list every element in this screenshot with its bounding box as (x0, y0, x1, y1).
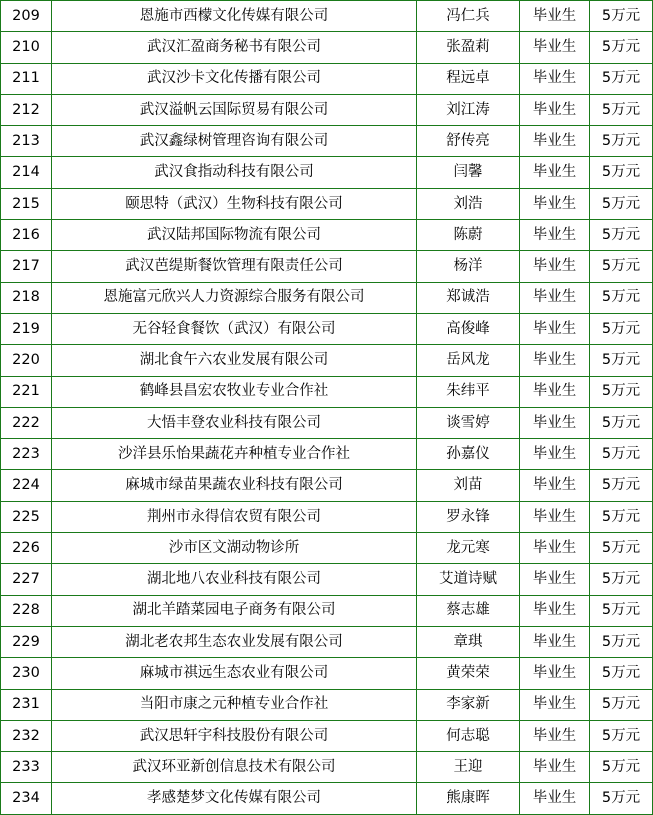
cell-category: 毕业生 (520, 63, 590, 94)
cell-category: 毕业生 (520, 1, 590, 32)
cell-company-name: 恩施富元欣兴人力资源综合服务有限公司 (52, 282, 417, 313)
table-row (1, 345, 653, 376)
cell-company-name: 武汉芭缇斯餐饮管理有限责任公司 (52, 251, 417, 282)
cell-amount: 5万元 (590, 313, 653, 344)
cell-person-name: 闫馨 (417, 157, 520, 188)
cell-index: 231 (1, 689, 52, 720)
cell-category: 毕业生 (520, 564, 590, 595)
cell-category: 毕业生 (520, 720, 590, 751)
cell-amount: 5万元 (590, 94, 653, 125)
cell-amount: 5万元 (590, 407, 653, 438)
table-row (1, 94, 653, 125)
table-row (1, 439, 653, 470)
cell-amount: 5万元 (590, 470, 653, 501)
table-body (1, 1, 653, 815)
cell-company-name: 恩施市西檬文化传媒有限公司 (52, 1, 417, 32)
table-row (1, 783, 653, 814)
table-row (1, 689, 653, 720)
cell-index: 234 (1, 783, 52, 814)
table-row (1, 157, 653, 188)
cell-index: 224 (1, 470, 52, 501)
cell-category: 毕业生 (520, 689, 590, 720)
cell-person-name: 罗永锋 (417, 501, 520, 532)
table-row (1, 126, 653, 157)
cell-index: 226 (1, 533, 52, 564)
cell-amount: 5万元 (590, 32, 653, 63)
cell-category: 毕业生 (520, 251, 590, 282)
table-row (1, 376, 653, 407)
cell-company-name: 鹤峰县昌宏农牧业专业合作社 (52, 376, 417, 407)
table-row (1, 32, 653, 63)
cell-index: 219 (1, 313, 52, 344)
cell-category: 毕业生 (520, 157, 590, 188)
cell-category: 毕业生 (520, 752, 590, 783)
cell-amount: 5万元 (590, 658, 653, 689)
cell-company-name: 无谷轻食餐饮（武汉）有限公司 (52, 313, 417, 344)
cell-index: 215 (1, 188, 52, 219)
cell-person-name: 陈蔚 (417, 220, 520, 251)
table-row (1, 595, 653, 626)
cell-amount: 5万元 (590, 157, 653, 188)
table-row (1, 188, 653, 219)
table-row (1, 470, 653, 501)
cell-company-name: 大悟丰登农业科技有限公司 (52, 407, 417, 438)
cell-category: 毕业生 (520, 626, 590, 657)
cell-category: 毕业生 (520, 220, 590, 251)
cell-person-name: 孙嘉仪 (417, 439, 520, 470)
cell-amount: 5万元 (590, 63, 653, 94)
cell-index: 211 (1, 63, 52, 94)
cell-person-name: 章琪 (417, 626, 520, 657)
table-row (1, 220, 653, 251)
cell-amount: 5万元 (590, 439, 653, 470)
cell-person-name: 张盈莉 (417, 32, 520, 63)
cell-company-name: 武汉食指动科技有限公司 (52, 157, 417, 188)
table-row (1, 63, 653, 94)
cell-index: 233 (1, 752, 52, 783)
cell-company-name: 武汉鑫绿树管理咨询有限公司 (52, 126, 417, 157)
cell-person-name: 高俊峰 (417, 313, 520, 344)
cell-company-name: 荆州市永得信农贸有限公司 (52, 501, 417, 532)
cell-amount: 5万元 (590, 720, 653, 751)
cell-person-name: 冯仁兵 (417, 1, 520, 32)
cell-person-name: 熊康晖 (417, 783, 520, 814)
cell-index: 225 (1, 501, 52, 532)
table-row (1, 626, 653, 657)
cell-company-name: 武汉汇盈商务秘书有限公司 (52, 32, 417, 63)
table-row (1, 564, 653, 595)
cell-amount: 5万元 (590, 1, 653, 32)
cell-amount: 5万元 (590, 126, 653, 157)
cell-category: 毕业生 (520, 783, 590, 814)
cell-person-name: 郑诚浩 (417, 282, 520, 313)
cell-person-name: 龙元寒 (417, 533, 520, 564)
cell-amount: 5万元 (590, 282, 653, 313)
cell-category: 毕业生 (520, 470, 590, 501)
cell-index: 218 (1, 282, 52, 313)
cell-company-name: 麻城市绿苗果蔬农业科技有限公司 (52, 470, 417, 501)
cell-amount: 5万元 (590, 188, 653, 219)
cell-category: 毕业生 (520, 282, 590, 313)
cell-amount: 5万元 (590, 251, 653, 282)
cell-company-name: 沙市区文湖动物诊所 (52, 533, 417, 564)
cell-index: 221 (1, 376, 52, 407)
cell-company-name: 湖北老农邦生态农业发展有限公司 (52, 626, 417, 657)
cell-person-name: 艾道诗赋 (417, 564, 520, 595)
cell-person-name: 蔡志雄 (417, 595, 520, 626)
cell-category: 毕业生 (520, 533, 590, 564)
cell-index: 228 (1, 595, 52, 626)
table-row (1, 1, 653, 32)
cell-amount: 5万元 (590, 689, 653, 720)
cell-category: 毕业生 (520, 94, 590, 125)
cell-company-name: 武汉环亚新创信息技术有限公司 (52, 752, 417, 783)
cell-category: 毕业生 (520, 595, 590, 626)
table-row (1, 752, 653, 783)
cell-company-name: 武汉陆邦国际物流有限公司 (52, 220, 417, 251)
cell-amount: 5万元 (590, 752, 653, 783)
cell-person-name: 刘浩 (417, 188, 520, 219)
cell-index: 213 (1, 126, 52, 157)
cell-category: 毕业生 (520, 501, 590, 532)
cell-person-name: 岳风龙 (417, 345, 520, 376)
table-row (1, 501, 653, 532)
cell-person-name: 刘江涛 (417, 94, 520, 125)
cell-index: 227 (1, 564, 52, 595)
cell-amount: 5万元 (590, 626, 653, 657)
cell-index: 217 (1, 251, 52, 282)
cell-person-name: 杨洋 (417, 251, 520, 282)
cell-index: 229 (1, 626, 52, 657)
cell-category: 毕业生 (520, 658, 590, 689)
cell-person-name: 刘苗 (417, 470, 520, 501)
cell-company-name: 湖北地八农业科技有限公司 (52, 564, 417, 595)
cell-index: 222 (1, 407, 52, 438)
cell-amount: 5万元 (590, 533, 653, 564)
cell-company-name: 孝感楚梦文化传媒有限公司 (52, 783, 417, 814)
cell-index: 220 (1, 345, 52, 376)
cell-company-name: 麻城市祺远生态农业有限公司 (52, 658, 417, 689)
cell-category: 毕业生 (520, 376, 590, 407)
cell-category: 毕业生 (520, 439, 590, 470)
cell-category: 毕业生 (520, 32, 590, 63)
cell-category: 毕业生 (520, 313, 590, 344)
cell-index: 212 (1, 94, 52, 125)
cell-company-name: 武汉溢帆云国际贸易有限公司 (52, 94, 417, 125)
cell-person-name: 舒传亮 (417, 126, 520, 157)
cell-person-name: 王迎 (417, 752, 520, 783)
cell-person-name: 黄荣荣 (417, 658, 520, 689)
table-row (1, 533, 653, 564)
cell-index: 214 (1, 157, 52, 188)
cell-amount: 5万元 (590, 501, 653, 532)
cell-company-name: 湖北食午六农业发展有限公司 (52, 345, 417, 376)
cell-company-name: 当阳市康之元种植专业合作社 (52, 689, 417, 720)
table-row (1, 313, 653, 344)
cell-amount: 5万元 (590, 564, 653, 595)
table-row (1, 720, 653, 751)
cell-index: 209 (1, 1, 52, 32)
cell-person-name: 朱纬平 (417, 376, 520, 407)
table-row (1, 282, 653, 313)
cell-company-name: 武汉思轩宇科技股份有限公司 (52, 720, 417, 751)
cell-amount: 5万元 (590, 783, 653, 814)
cell-company-name: 武汉沙卡文化传播有限公司 (52, 63, 417, 94)
cell-person-name: 程远卓 (417, 63, 520, 94)
cell-company-name: 沙洋县乐怡果蔬花卉种植专业合作社 (52, 439, 417, 470)
table-row (1, 658, 653, 689)
cell-person-name: 何志聪 (417, 720, 520, 751)
cell-index: 230 (1, 658, 52, 689)
cell-amount: 5万元 (590, 220, 653, 251)
cell-amount: 5万元 (590, 376, 653, 407)
cell-company-name: 湖北羊踏菜园电子商务有限公司 (52, 595, 417, 626)
cell-person-name: 李家新 (417, 689, 520, 720)
cell-amount: 5万元 (590, 345, 653, 376)
cell-category: 毕业生 (520, 407, 590, 438)
cell-index: 232 (1, 720, 52, 751)
cell-index: 223 (1, 439, 52, 470)
cell-amount: 5万元 (590, 595, 653, 626)
cell-category: 毕业生 (520, 188, 590, 219)
cell-person-name: 谈雪婷 (417, 407, 520, 438)
table-row (1, 407, 653, 438)
cell-index: 210 (1, 32, 52, 63)
cell-company-name: 颐思特（武汉）生物科技有限公司 (52, 188, 417, 219)
cell-index: 216 (1, 220, 52, 251)
cell-category: 毕业生 (520, 345, 590, 376)
cell-category: 毕业生 (520, 126, 590, 157)
table-row (1, 251, 653, 282)
